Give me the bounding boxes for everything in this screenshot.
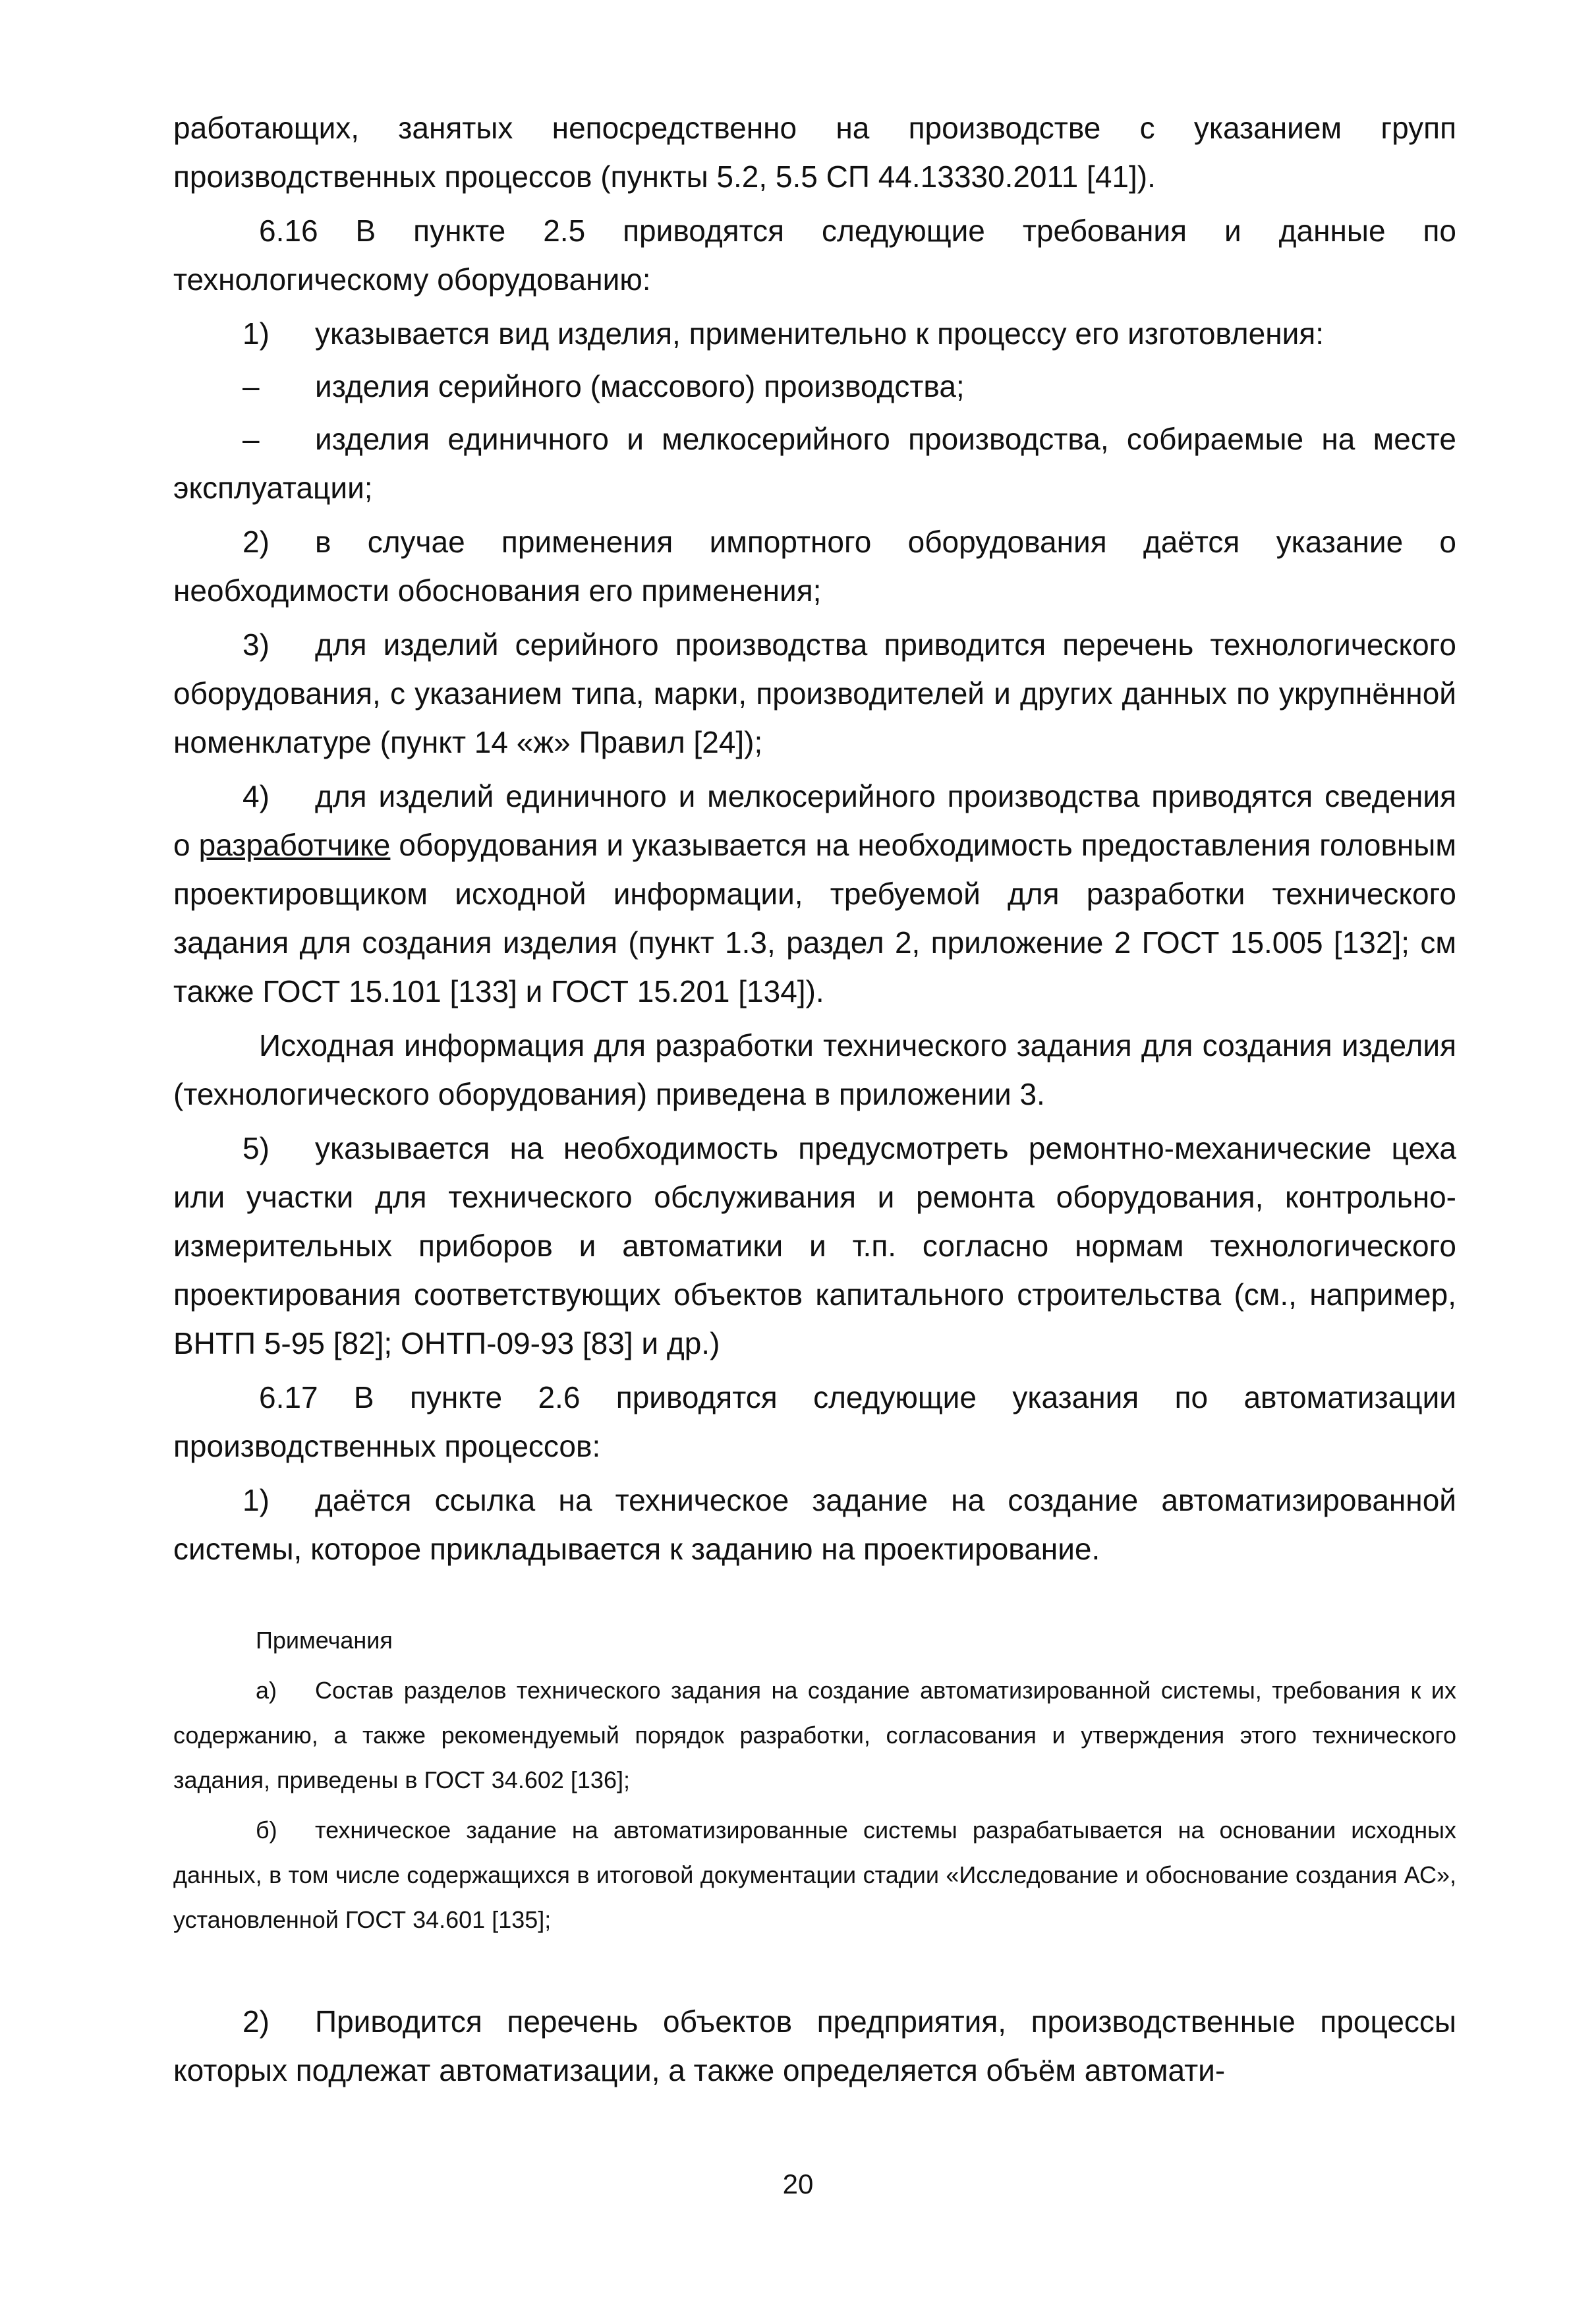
note-item-a [173, 1668, 1456, 1803]
list-item-4 [173, 772, 1456, 1016]
developer-link[interactable]: разработчике [198, 828, 391, 862]
dash-item-text: изделия единичного и мелкосерийного производства, собираемые на месте эксплуатации; [173, 422, 1456, 505]
note-item-b [173, 1808, 1456, 1942]
list-marker: 3) [242, 627, 270, 662]
list-item-text: указывается на необходимость предусмотреть ремонтно-механические цеха или участки для технического обслуживания и ремонта оборудования, контрольно-измерительных приборов и автоматики и т.п. согласно нормам технологического проектирования соответствующих объектов капитального строительства (см., например, ВНТП 5-95 [82]; ОНТП-09-93 [83] и др.) [173, 1131, 1456, 1360]
list-item-text: в случае применения импортного оборудования даётся указание о необходимости обоснования его применения; [173, 525, 1456, 608]
list-marker: 1) [242, 316, 270, 351]
paragraph-continuation: работающих, занятых непосредственно на производстве с указанием групп производственных процессов (пункты 5.2, 5.5 СП 44.13330.2011 [41]). [173, 111, 1456, 194]
paragraph-6-17: 6.17 В пункте 2.6 приводятся следующие указания по автоматизации производственных процессов: [173, 1380, 1456, 1463]
notes-heading: Примечания [256, 1627, 393, 1654]
dash-item-serial [173, 362, 1456, 411]
dash-item-text: изделия серийного (массового) производства; [315, 369, 965, 403]
dash-marker: – [242, 369, 260, 403]
list-marker: 5) [242, 1131, 270, 1165]
page-number: 20 [782, 2168, 814, 2199]
list-item-text: указывается вид изделия, применительно к процессу его изготовления: [315, 316, 1325, 351]
main-text-lower [173, 1997, 1456, 2095]
list-marker: 4) [242, 779, 270, 813]
note-marker: б) [256, 1817, 277, 1844]
list-item-6-17-1 [173, 1476, 1456, 1573]
list-marker: 1) [242, 1483, 270, 1517]
list-item-3 [173, 620, 1456, 767]
list-item-text-start: для изделий единичного и мелкосерийного производства приводятся сведения о [173, 779, 1456, 862]
note-text: техническое задание на автоматизированные системы разрабатывается на основании исходных данных, в том числе содержащихся в итоговой документации стадии «Исследование и обоснование создания АС», установленной ГОСТ 34.601 [135]; [173, 1817, 1456, 1933]
list-item-text: для изделий серийного производства приводится перечень технологического оборудования, с указанием типа, марки, производителей и других данных по укрупнённой номенклатуре (пункт 14 «ж» Правил [24]); [173, 627, 1456, 759]
list-item-2 [173, 517, 1456, 615]
note-text: Состав разделов технического задания на создание автоматизированной системы, требования к их содержанию, а также рекомендуемый порядок разработки, согласования и утверждения этого технического задания, приведены в ГОСТ 34.602 [136]; [173, 1677, 1456, 1793]
paragraph-6-16: 6.16 В пункте 2.5 приводятся следующие требования и данные по технологическому оборудованию: [173, 214, 1456, 297]
list-item-6-17-2 [173, 1997, 1456, 2095]
dash-item-single [173, 415, 1456, 512]
list-marker: 2) [242, 2004, 270, 2039]
list-item-text: Приводится перечень объектов предприятия, производственные процессы которых подлежат автоматизации, а также определяется объём автомати- [173, 2004, 1456, 2087]
note-marker: а) [256, 1677, 277, 1704]
list-item-5 [173, 1124, 1456, 1368]
list-item-text-end: оборудования и указывается на необходимость предоставления головным проектировщиком исходной информации, требуемой для разработки технического задания для создания изделия (пункт 1.3, раздел 2, приложение 2 ГОСТ 15.005 [132]; см также ГОСТ 15.101 [133] и ГОСТ 15.201 [134]). [173, 828, 1456, 1008]
paragraph-source-info: Исходная информация для разработки технического задания для создания изделия (технологического оборудования) приведена в приложении 3. [173, 1028, 1456, 1111]
notes-block [173, 1618, 1456, 1942]
list-item-text: даётся ссылка на техническое задание на создание автоматизированной системы, которое прикладывается к заданию на проектирование. [173, 1483, 1456, 1566]
main-text-upper [173, 103, 1456, 1573]
list-marker: 2) [242, 525, 270, 559]
list-item-1 [173, 309, 1456, 358]
dash-marker: – [242, 422, 260, 456]
